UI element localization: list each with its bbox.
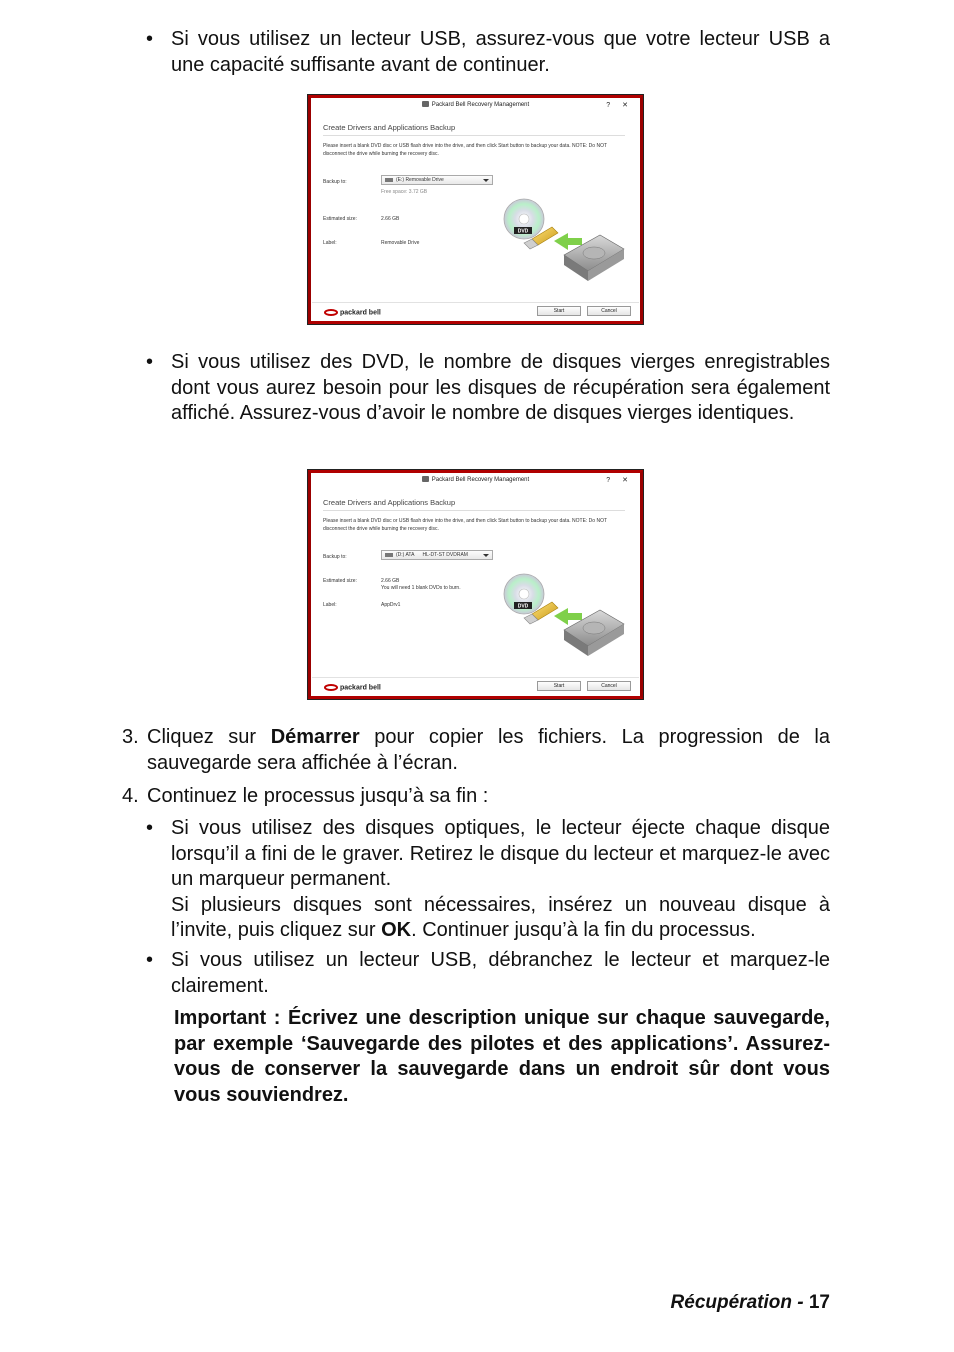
logo-text: packard bell [340,309,381,316]
step-3-text-after: pour copier les fichiers. La progression de la sauvegarde sera affichée à l’écran. [147,726,830,774]
label-label: Label: [323,240,337,246]
step-3-bold: Démarrer [270,726,360,748]
step-4-text: Continuez le processus jusqu’à sa fin : [147,785,489,807]
screenshot-usb-backup [307,94,644,325]
window-title: Packard Bell Recovery Management [431,477,530,483]
backup-to-value: (E:) Removable Drive [396,177,444,183]
step-number: 4. [122,785,139,807]
bullet-usb-unplug: Si vous utilisez un lecteur USB, débranchez le lecteur et marquez-le clairement. [171,949,830,997]
backup-to-value: (D:) ATA HL-DT-ST DVDRAM [396,552,468,558]
backup-illustration [502,572,626,662]
drive-icon [385,178,393,182]
bullet-glyph: • [146,28,154,50]
window-footer-divider [312,677,639,678]
app-icon [422,101,429,107]
page-number: 17 [808,1292,830,1313]
divider [323,510,625,511]
window-titlebar [312,474,639,487]
logo-mark-icon [324,684,338,691]
app-icon [422,476,429,482]
backup-illustration [502,197,626,287]
window-description: Please insert a blank DVD disc or USB flash drive into the drive, and then click Start button to backup your data. NOTE: Do NOT disconnect the drive while burning the recovery disc. [323,518,607,532]
dvd-tag-label: DVD [517,228,529,235]
step-3-text [147,725,830,776]
bullet-glyph: • [146,949,154,971]
chevron-down-icon [483,554,489,557]
start-button[interactable]: Start [537,681,581,691]
recovery-window [312,474,639,695]
backup-to-label: Backup to: [323,554,347,560]
bullet-optical-line2 [171,893,830,944]
bullet-glyph: • [146,351,154,373]
dvd-tag-label: DVD [517,603,529,610]
bullet-optical-line2-bold: OK [381,919,412,941]
estimated-size-value: 2.66 GB [381,578,400,584]
label-value: Removable Drive [381,240,420,246]
logo-mark-icon [324,309,338,316]
window-titlebar [312,99,639,112]
bullet-optical-line2-before: Si plusieurs disques sont nécessaires, insérez un nouveau disque à l’invite, puis cliquez sur [171,893,830,941]
divider [323,135,625,136]
free-space: Free space: 3.72 GB [381,189,428,195]
screenshot-dvd-backup [307,469,644,700]
bullet-optical-discs [171,816,830,944]
cancel-button[interactable]: Cancel [587,306,631,316]
footer-section: Récupération - [670,1292,809,1313]
packard-bell-logo [324,309,381,316]
bullet-dvd-count: Si vous utilisez des DVD, le nombre de disques vierges enregistrables dont vous aurez besoin pour les disques de récupération sera également affiché. Assurez-vous d’avoir le nombre de disques vierges identiques. [171,351,830,424]
logo-text: packard bell [340,684,381,691]
label-value: AppDrv1 [381,602,401,608]
important-note: Important : Écrivez une description unique sur chaque sauvegarde, par exemple ‘Sauvegarde des pilotes et des applications’. Assurez-vous de conserver la sauvegarde dans un endroit sûr dont vous vous souviendrez. [174,1007,830,1106]
backup-to-select [381,550,493,560]
packard-bell-logo [324,684,381,691]
label-label: Label: [323,602,337,608]
backup-to-label: Backup to: [323,179,347,185]
chevron-down-icon [483,179,489,182]
cancel-button[interactable]: Cancel [587,681,631,691]
window-controls: ? ✕ [606,477,633,484]
window-footer-divider [312,302,639,303]
estimated-size-value: 2.66 GB [381,216,400,222]
backup-to-select [381,175,493,185]
estimated-size-label: Estimated size: [323,216,357,222]
drive-icon [385,553,393,557]
window-description: Please insert a blank DVD disc or USB flash drive into the drive, and then click Start button to backup your data. NOTE: Do NOT disconnect the drive while burning the recovery disc. [323,143,607,157]
bullet-glyph: • [146,817,154,839]
bullet-optical-line1: Si vous utilisez des disques optiques, le lecteur éjecte chaque disque lorsqu’il a fini de le graver. Retirez le disque du lecteur et marquez-le avec un marqueur permanent. [171,817,830,890]
start-button[interactable]: Start [537,306,581,316]
window-title: Packard Bell Recovery Management [431,102,530,108]
blank-dvd-note: You will need 1 blank DVDs to burn. [381,585,461,591]
bullet-optical-line2-after: . Continuer jusqu’à la fin du processus. [411,919,756,941]
estimated-size-label: Estimated size: [323,578,357,584]
window-heading: Create Drivers and Applications Backup [323,123,456,132]
step-3-text-before: Cliquez sur [147,726,271,748]
window-controls: ? ✕ [606,102,633,109]
page-footer [671,1292,830,1314]
window-heading: Create Drivers and Applications Backup [323,498,456,507]
recovery-window [312,99,639,320]
bullet-usb-capacity: Si vous utilisez un lecteur USB, assurez-vous que votre lecteur USB a une capacité suffisante avant de continuer. [171,28,830,76]
step-number: 3. [122,726,139,748]
